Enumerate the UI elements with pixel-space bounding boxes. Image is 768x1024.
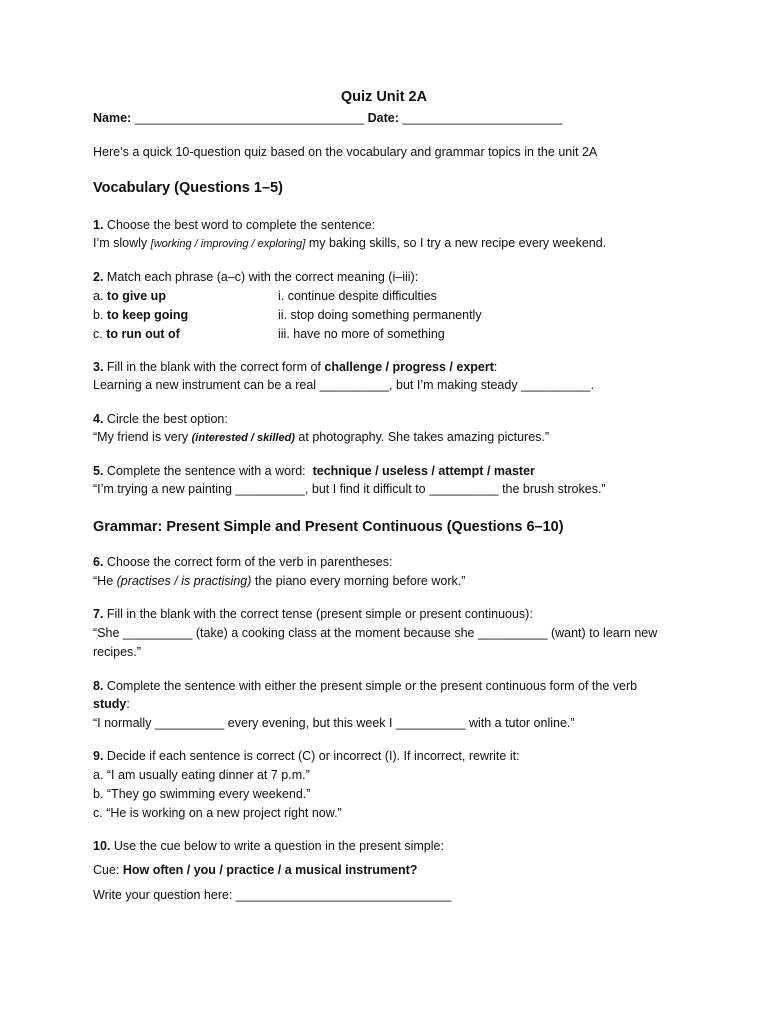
q2-prompt-text: Match each phrase (a–c) with the correct meaning (i–iii): xyxy=(106,270,419,284)
q4-number: 4. xyxy=(93,412,104,426)
q5-word-list: technique / useless / attempt / master xyxy=(312,464,535,478)
q10-prompt-text: Use the cue below to write a question in the present simple: xyxy=(113,839,444,853)
q8-verb-line xyxy=(93,696,130,713)
q1-number: 1. xyxy=(93,218,104,232)
q3-word-list: challenge / progress / expert xyxy=(324,360,494,374)
q6-number: 6. xyxy=(93,555,104,569)
q2-row-a-phrase: to give up xyxy=(106,289,166,303)
q2-number: 2. xyxy=(93,270,104,284)
q2-row-b-phrase: to keep going xyxy=(106,308,189,322)
q5-prompt-pre: Complete the sentence with a word: xyxy=(106,464,313,478)
q6-pre: “He xyxy=(93,574,117,588)
q3-number: 3. xyxy=(93,360,104,374)
q7-line2: recipes.” xyxy=(93,645,141,659)
q10-cue-label: Cue: xyxy=(93,863,123,877)
q2-row-a-meaning: i. continue despite difficulties xyxy=(278,289,437,303)
q4-prompt xyxy=(93,411,228,428)
q2-prompt xyxy=(93,269,418,286)
q2-row-c xyxy=(93,326,180,343)
q2-row-b-meaning: ii. stop doing something permanently xyxy=(278,308,482,322)
q8-number: 8. xyxy=(93,679,104,693)
q4-pre: “My friend is very xyxy=(93,430,192,444)
q9-item-c: c. “He is working on a new project right now.” xyxy=(93,806,342,820)
q10-prompt xyxy=(93,838,444,855)
q2-row-b xyxy=(93,307,188,324)
q6-sentence xyxy=(93,573,465,590)
q2-row-c-meaning: iii. have no more of something xyxy=(278,327,445,341)
q2-row-c-phrase: to run out of xyxy=(106,327,180,341)
q10-write-label: Write your question here: xyxy=(93,888,236,902)
q10-number: 10. xyxy=(93,839,111,853)
q8-sentence: “I normally __________ every evening, but this week I __________ with a tutor online.” xyxy=(93,716,575,730)
q10-answer-blank[interactable]: _______________________________ xyxy=(235,888,452,902)
q1-prompt-text: Choose the best word to complete the sentence: xyxy=(106,218,376,232)
q3-prompt-post: : xyxy=(493,360,498,374)
q6-prompt xyxy=(93,554,393,571)
page-title: Quiz Unit 2A xyxy=(340,89,428,105)
q3-prompt xyxy=(93,359,497,376)
q5-sentence: “I’m trying a new painting __________, but I find it difficult to __________ the brush strokes.” xyxy=(93,482,606,496)
vocabulary-heading: Vocabulary (Questions 1–5) xyxy=(93,180,283,196)
q1-options: [working / improving / exploring] xyxy=(150,238,306,250)
q1-prompt xyxy=(93,217,375,234)
q1-pre: I’m slowly xyxy=(93,236,151,250)
date-label: Date: xyxy=(367,111,399,125)
q7-number: 7. xyxy=(93,607,104,621)
q4-options: (interested / skilled) xyxy=(191,432,295,444)
name-blank: _________________________________ xyxy=(134,111,365,125)
q2-row-a xyxy=(93,288,166,305)
q10-cue xyxy=(93,862,417,879)
q9-item-b: b. “They go swimming every weekend.” xyxy=(93,787,311,801)
q5-prompt xyxy=(93,463,535,480)
q2-row-c-letter: c. xyxy=(93,327,103,341)
q8-prompt-text: Complete the sentence with either the present simple or the present continuous form of the verb xyxy=(106,679,638,693)
q4-sentence xyxy=(93,429,549,447)
q9-item-a: a. “I am usually eating dinner at 7 p.m.” xyxy=(93,768,310,782)
q6-prompt-text: Choose the correct form of the verb in parentheses: xyxy=(106,555,393,569)
q9-prompt-text: Decide if each sentence is correct (C) or incorrect (I). If incorrect, rewrite it: xyxy=(106,749,520,763)
q2-row-a-letter: a. xyxy=(93,289,104,303)
q10-write xyxy=(93,887,451,904)
q7-prompt xyxy=(93,606,533,623)
q1-post: my baking skills, so I try a new recipe every weekend. xyxy=(305,236,607,250)
q10-cue-text: How often / you / practice / a musical instrument? xyxy=(122,863,418,877)
q6-options: (practises / is practising) xyxy=(116,574,252,588)
q8-verb: study xyxy=(93,697,127,711)
q1-sentence xyxy=(93,235,606,253)
q3-prompt-pre: Fill in the blank with the correct form of xyxy=(106,360,325,374)
q6-post: the piano every morning before work.” xyxy=(251,574,466,588)
q8-verb-post: : xyxy=(126,697,130,711)
q3-sentence: Learning a new instrument can be a real __________, but I’m making steady __________. xyxy=(93,378,595,392)
name-date-row xyxy=(93,110,562,127)
intro-text: Here’s a quick 10-question quiz based on the vocabulary and grammar topics in the unit 2A xyxy=(93,145,598,159)
q8-prompt xyxy=(93,678,637,695)
date-blank: _______________________ xyxy=(402,111,563,125)
name-label: Name: xyxy=(93,111,132,125)
q7-prompt-text: Fill in the blank with the correct tense (present simple or present continuous): xyxy=(106,607,533,621)
q9-prompt xyxy=(93,748,520,765)
q4-prompt-text: Circle the best option: xyxy=(106,412,228,426)
q4-post: at photography. She takes amazing pictures.” xyxy=(294,430,550,444)
grammar-heading: Grammar: Present Simple and Present Continuous (Questions 6–10) xyxy=(93,519,564,535)
q7-line1: “She __________ (take) a cooking class at the moment because she __________ (want) to learn new xyxy=(93,626,658,640)
q9-number: 9. xyxy=(93,749,104,763)
q5-number: 5. xyxy=(93,464,104,478)
q2-row-b-letter: b. xyxy=(93,308,104,322)
